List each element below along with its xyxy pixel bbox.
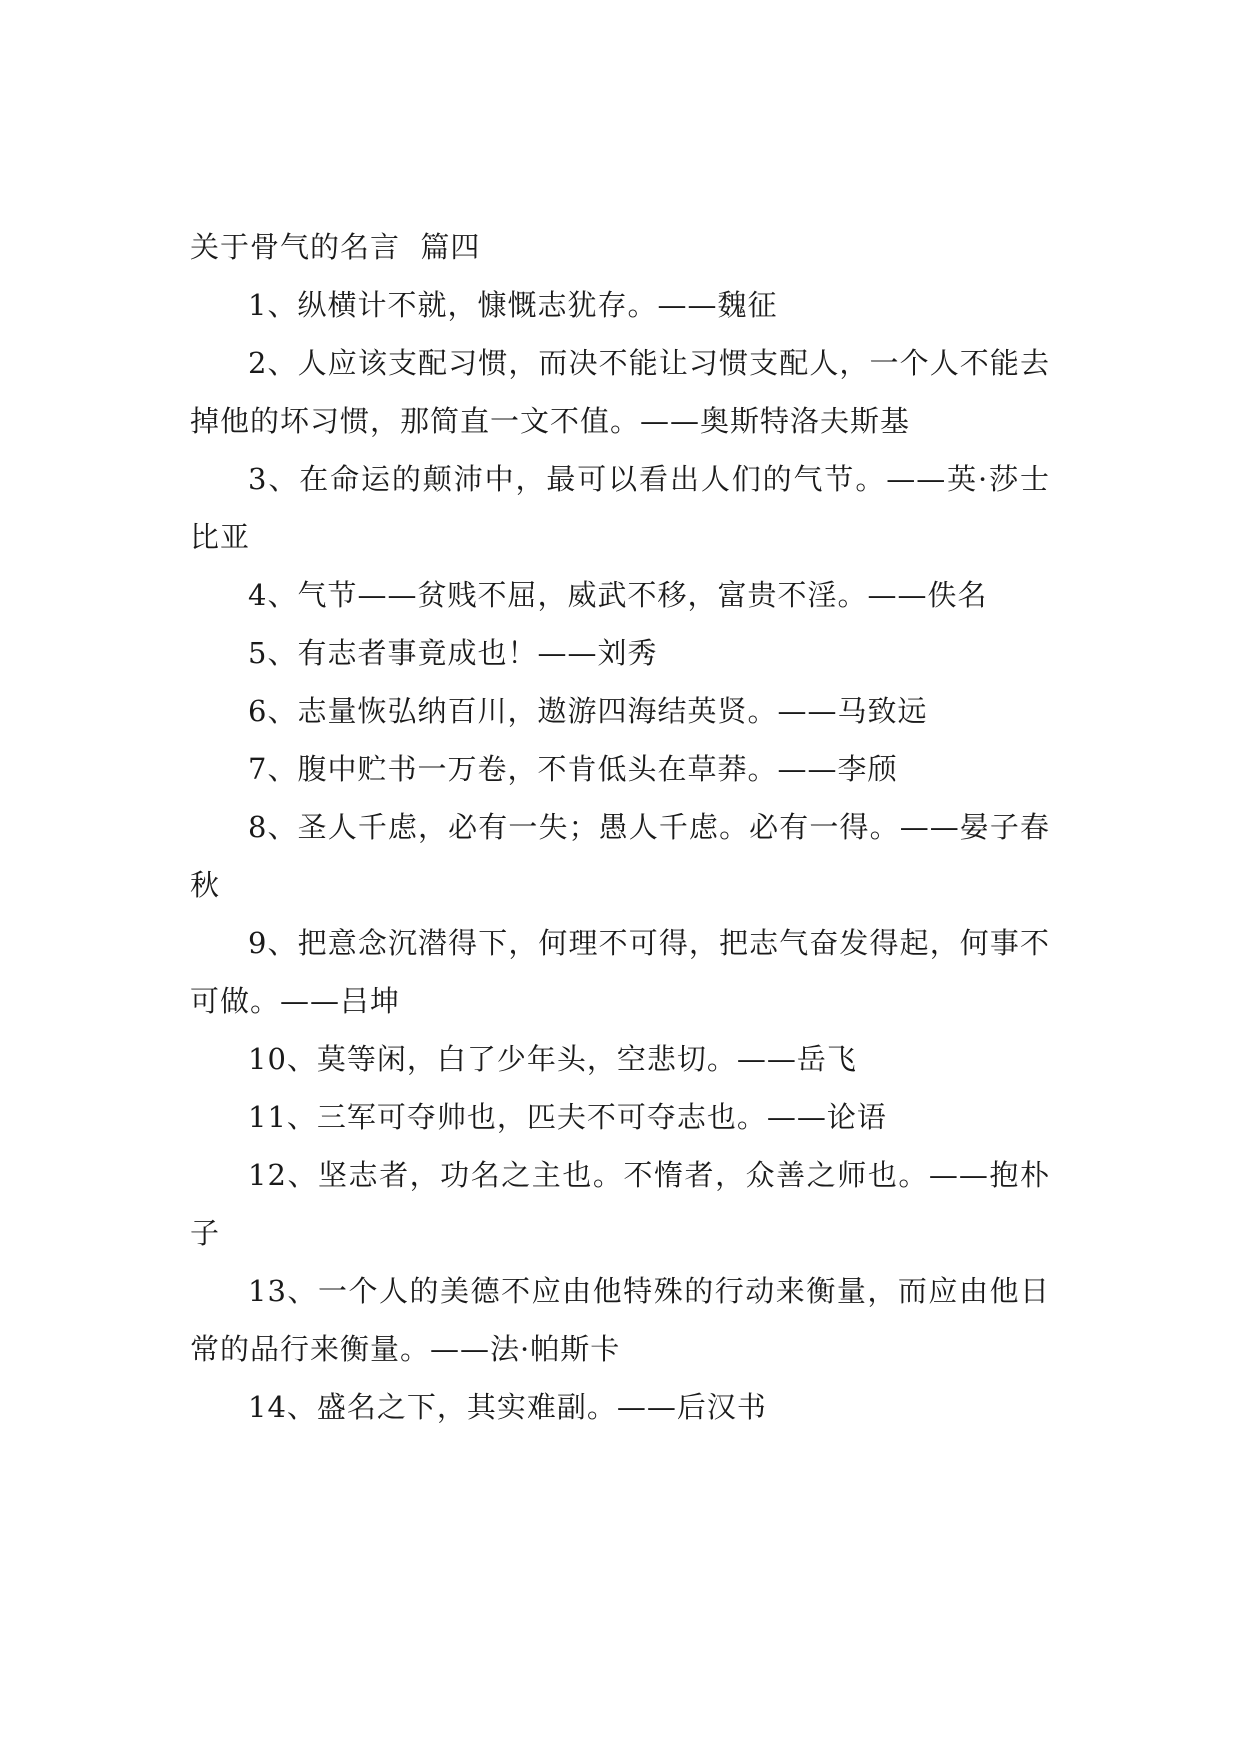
document-title: 关于骨气的名言 篇四 [190, 230, 481, 264]
quote-item: 9、把意念沉潜得下，何理不可得，把志气奋发得起，何事不可做。——吕坤 [190, 926, 1050, 1018]
quote-item: 4、气节——贫贱不屈，威武不移，富贵不淫。——佚名 [248, 578, 988, 612]
quote-item: 3、在命运的颠沛中，最可以看出人们的气节。——英·莎士比亚 [190, 462, 1050, 554]
document-page [190, 218, 1050, 1436]
quote-item: 2、人应该支配习惯，而决不能让习惯支配人，一个人不能去掉他的坏习惯，那简直一文不值。——奥斯特洛夫斯基 [190, 346, 1050, 438]
quote-item: 13、一个人的美德不应由他特殊的行动来衡量，而应由他日常的品行来衡量。——法·帕斯卡 [190, 1274, 1050, 1366]
quote-item: 11、三军可夺帅也，匹夫不可夺志也。——论语 [248, 1100, 887, 1134]
quote-item: 14、盛名之下，其实难副。——后汉书 [248, 1390, 767, 1424]
quote-item: 5、有志者事竟成也！——刘秀 [248, 636, 658, 670]
quote-item: 6、志量恢弘纳百川，遨游四海结英贤。——马致远 [248, 694, 928, 728]
quote-item: 7、腹中贮书一万卷，不肯低头在草莽。——李颀 [248, 752, 898, 786]
quote-item: 1、纵横计不就，慷慨志犹存。——魏征 [248, 288, 778, 322]
quote-item: 12、坚志者，功名之主也。不惰者，众善之师也。——抱朴子 [190, 1158, 1050, 1250]
quote-item: 10、莫等闲，白了少年头，空悲切。——岳飞 [248, 1042, 857, 1076]
quote-item: 8、圣人千虑，必有一失；愚人千虑。必有一得。——晏子春秋 [190, 810, 1050, 902]
